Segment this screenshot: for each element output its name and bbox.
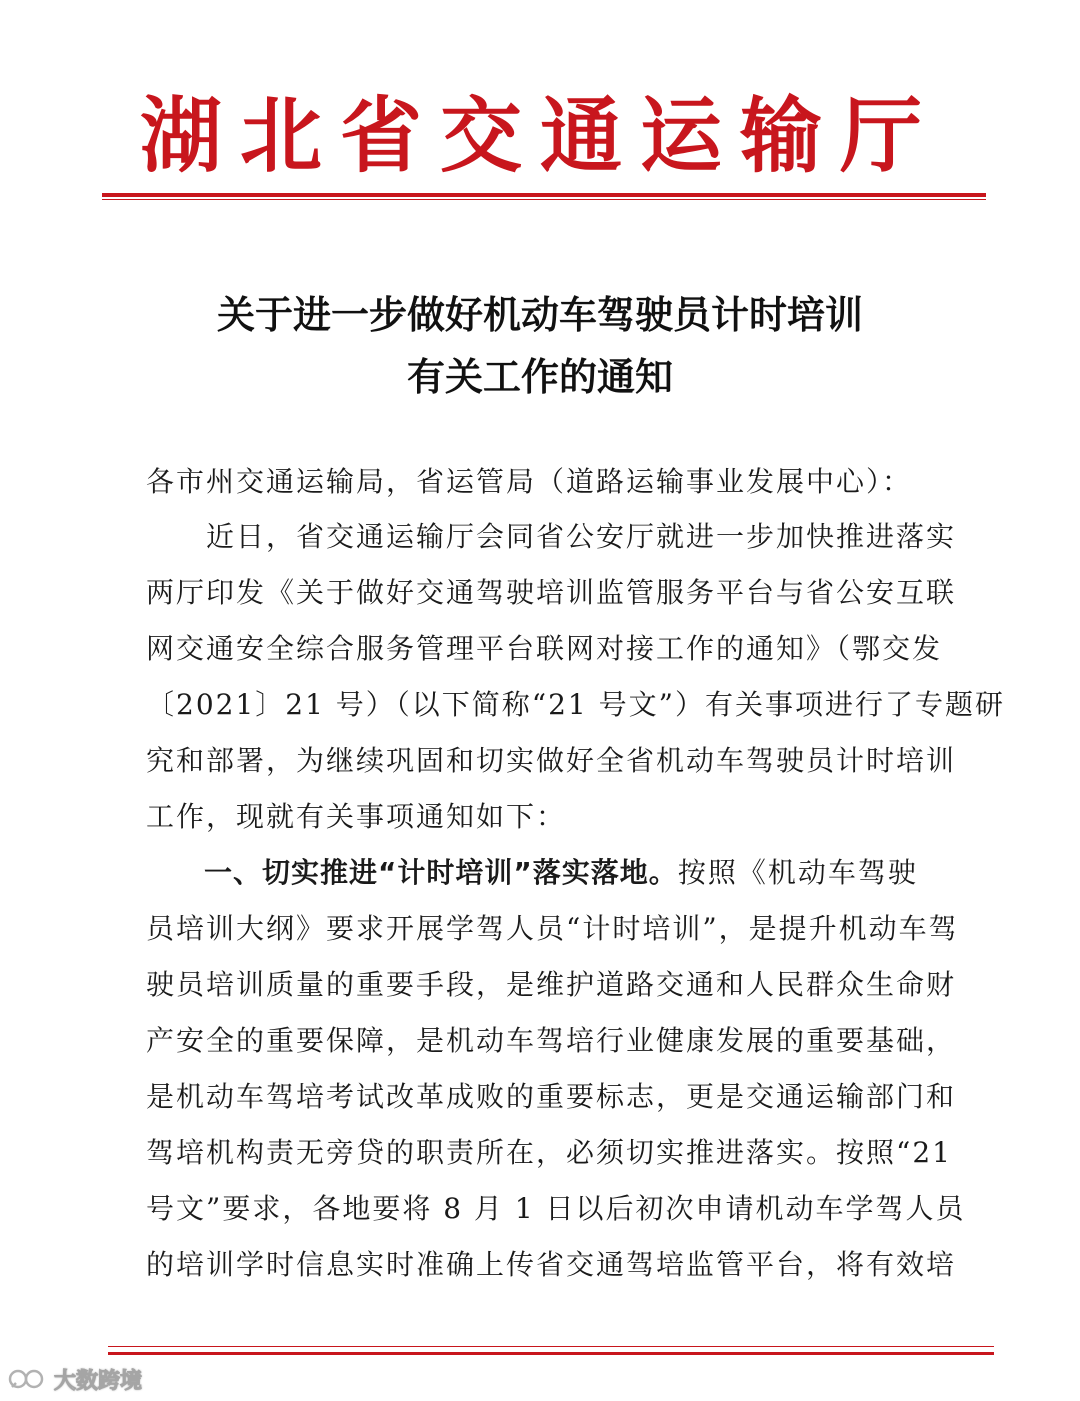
footer-rule-thin: [108, 1346, 994, 1347]
paragraph-line: 〔2021〕21 号）（以下简称“21 号文”）有关事项进行了专题研: [146, 688, 1005, 721]
paragraph-line: 驶员培训质量的重要手段，是维护道路交通和人民群众生命财: [146, 968, 957, 1001]
watermark-text: 大数跨境: [54, 1368, 143, 1394]
paragraph-line: 究和部署，为继续巩固和切实做好全省机动车驾驶员计时培训: [146, 744, 957, 777]
paragraph-line: 的培训学时信息实时准确上传省交通驾培监管平台，将有效培: [146, 1248, 957, 1281]
paragraph-line: 产安全的重要保障，是机动车驾培行业健康发展的重要基础，: [146, 1024, 957, 1057]
paragraph-line: 两厅印发《关于做好交通驾驶培训监管服务平台与省公安互联: [146, 576, 957, 609]
section-text: 按照《机动车驾驶: [677, 856, 918, 889]
watermark: [8, 1364, 142, 1394]
paragraph-line: [146, 853, 946, 893]
masthead-rule-thin: [102, 199, 986, 200]
paragraph-line: 工作，现就有关事项通知如下：: [146, 800, 567, 833]
paragraph-line: 员培训大纲》要求开展学驾人员“计时培训”，是提升机动车驾: [146, 912, 959, 945]
masthead: 湖北省交通运输厅: [139, 88, 940, 184]
watermark-logo-icon: [8, 1367, 48, 1391]
footer-rule-thick: [108, 1352, 994, 1355]
document-title-line-2: 有关工作的通知: [406, 355, 673, 399]
paragraph-line: 是机动车驾培考试改革成败的重要标志，更是交通运输部门和: [146, 1080, 957, 1113]
paragraph-line: 号文”要求，各地要将 8 月 1 日以后初次申请机动车学驾人员: [146, 1192, 966, 1225]
paragraph-line: 近日，省交通运输厅会同省公安厅就进一步加快推进落实: [146, 520, 957, 553]
addressee: 各市州交通运输局，省运管局（道路运输事业发展中心）：: [146, 465, 913, 498]
section-heading: 一、切实推进“计时培训”落实落地。: [146, 856, 678, 889]
document-title-line-1: 关于进一步做好机动车驾驶员计时培训: [216, 293, 863, 337]
masthead-rule-thick: [102, 193, 986, 197]
paragraph-line: 驾培机构责无旁贷的职责所在，必须切实推进落实。按照“21: [146, 1136, 952, 1169]
paragraph-line: 网交通安全综合服务管理平台联网对接工作的通知》（鄂交发: [146, 632, 943, 665]
